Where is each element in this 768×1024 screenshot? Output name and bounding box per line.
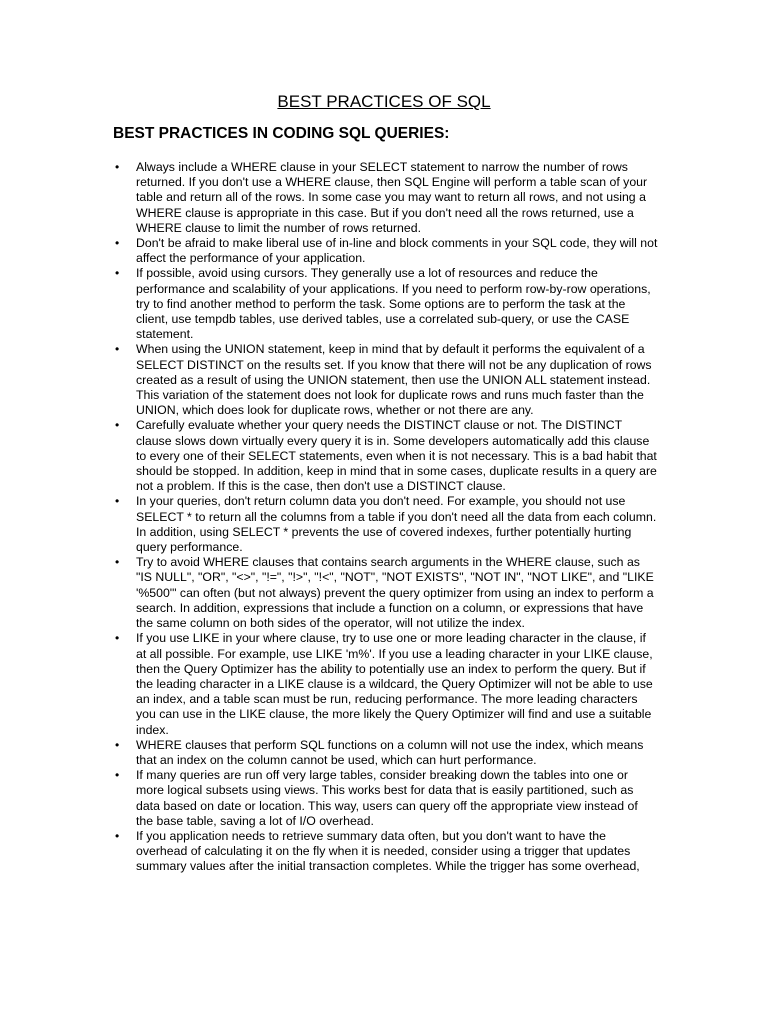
- list-item-text: If possible, avoid using cursors. They generally use a lot of resources and reduce the performance and scalability of your applications. If you need to perform row-by-row operations, try to find another method to perform the task. Some options are to perform the task at the client, use tempdb tables, use derived tables, use a correlated sub-query, or use the CASE statement.: [136, 266, 651, 342]
- bullet-icon: •: [115, 555, 120, 570]
- list-item: [113, 768, 658, 829]
- bullet-icon: •: [115, 236, 120, 251]
- list-item: [113, 829, 658, 875]
- list-item: [113, 160, 658, 236]
- bullet-icon: •: [115, 418, 120, 433]
- bullet-icon: •: [115, 768, 120, 783]
- bullet-icon: •: [115, 828, 120, 843]
- bullet-icon: •: [115, 266, 120, 281]
- list-item-text: Try to avoid WHERE clauses that contains search arguments in the WHERE clause, such as "IS NULL", "OR", "<>", "!=", "!>", "!<", "NOT", "NOT EXISTS", "NOT IN", "NOT LIKE", and "LIKE '%500'" can often (but not always) prevent the query optimizer from using an index to perform a search. In addition, expressions that include a function on a column, or expressions that have the same column on both sides of the operator, will not utilize the index.: [136, 555, 654, 631]
- bullet-icon: •: [115, 631, 120, 646]
- list-item-text: If many queries are run off very large tables, consider breaking down the tables into one or more logical subsets using views. This works best for data that is easily partitioned, such as data based on date or location. This way, users can query off the appropriate view instead of the base table, saving a lot of I/O overhead.: [136, 768, 638, 828]
- list-item-text: If you application needs to retrieve summary data often, but you don't want to have the overhead of calculating it on the fly when it is needed, consider using a trigger that updates summary values after the initial transaction completes. While the trigger has some overhead,: [136, 828, 640, 874]
- list-item: [113, 418, 658, 494]
- list-item: [113, 494, 658, 555]
- list-item: [113, 236, 658, 266]
- list-item-text: Always include a WHERE clause in your SELECT statement to narrow the number of rows returned. If you don't use a WHERE clause, then SQL Engine will perform a table scan of your table and return all of the rows. In some case you may want to return all rows, and not using a WHERE clause is appropriate in this case. But if you don't need all the rows returned, use a WHERE clause to limit the number of rows returned.: [136, 160, 648, 235]
- list-item: [113, 738, 658, 768]
- list-item: [113, 342, 658, 418]
- document-title: BEST PRACTICES OF SQL: [277, 92, 491, 111]
- list-item-text: In your queries, don't return column data you don't need. For example, you should not use SELECT * to return all the columns from a table if you don't need all the data from each column. In addition, using SELECT * prevents the use of covered indexes, further potentially hurting query performance.: [136, 494, 657, 555]
- section-heading: BEST PRACTICES IN CODING SQL QUERIES:: [113, 125, 450, 142]
- list-item-text: WHERE clauses that perform SQL functions on a column will not use the index, which means that an index on the column cannot be used, which can hurt performance.: [136, 737, 644, 767]
- list-item-text: When using the UNION statement, keep in mind that by default it performs the equivalent of a SELECT DISTINCT on the results set. If you know that there will not be any duplication of rows created as a result of using the UNION statement, then use the UNION ALL statement instead. This variation of the statement does not look for duplicate rows and runs much faster than the UNION, which does look for duplicate rows, whether or not there are any.: [136, 342, 652, 418]
- list-item-text: If you use LIKE in your where clause, try to use one or more leading character in the clause, if at all possible. For example, use LIKE 'm%'. If you use a leading character in your LIKE clause, then the Query Optimizer has the ability to potentially use an index to perform the query. But if the leading character in a LIKE clause is a wildcard, the Query Optimizer will not be able to use an index, and a table scan must be run, reducing performance. The more leading characters you can use in the LIKE clause, the more likely the Query Optimizer will find and use a suitable index.: [136, 631, 653, 737]
- bullet-list: [113, 160, 658, 875]
- bullet-icon: •: [115, 342, 120, 357]
- list-item-text: Don't be afraid to make liberal use of in-line and block comments in your SQL code, they will not affect the performance of your application.: [136, 236, 658, 266]
- bullet-icon: •: [115, 737, 120, 752]
- list-item: [113, 266, 658, 342]
- bullet-icon: •: [115, 160, 120, 174]
- list-item-text: Carefully evaluate whether your query needs the DISTINCT clause or not. The DISTINCT clause slows down virtually every query it is in. Some developers automatically add this clause to every one of their SELECT statements, even when it is not necessary. This is a bad habit that should be stopped. In addition, keep in mind that in some cases, duplicate results in a query are not a problem. If this is the case, then don't use a DISTINCT clause.: [136, 418, 657, 494]
- bullet-icon: •: [115, 494, 120, 509]
- list-item: [113, 631, 658, 737]
- list-item: [113, 555, 658, 631]
